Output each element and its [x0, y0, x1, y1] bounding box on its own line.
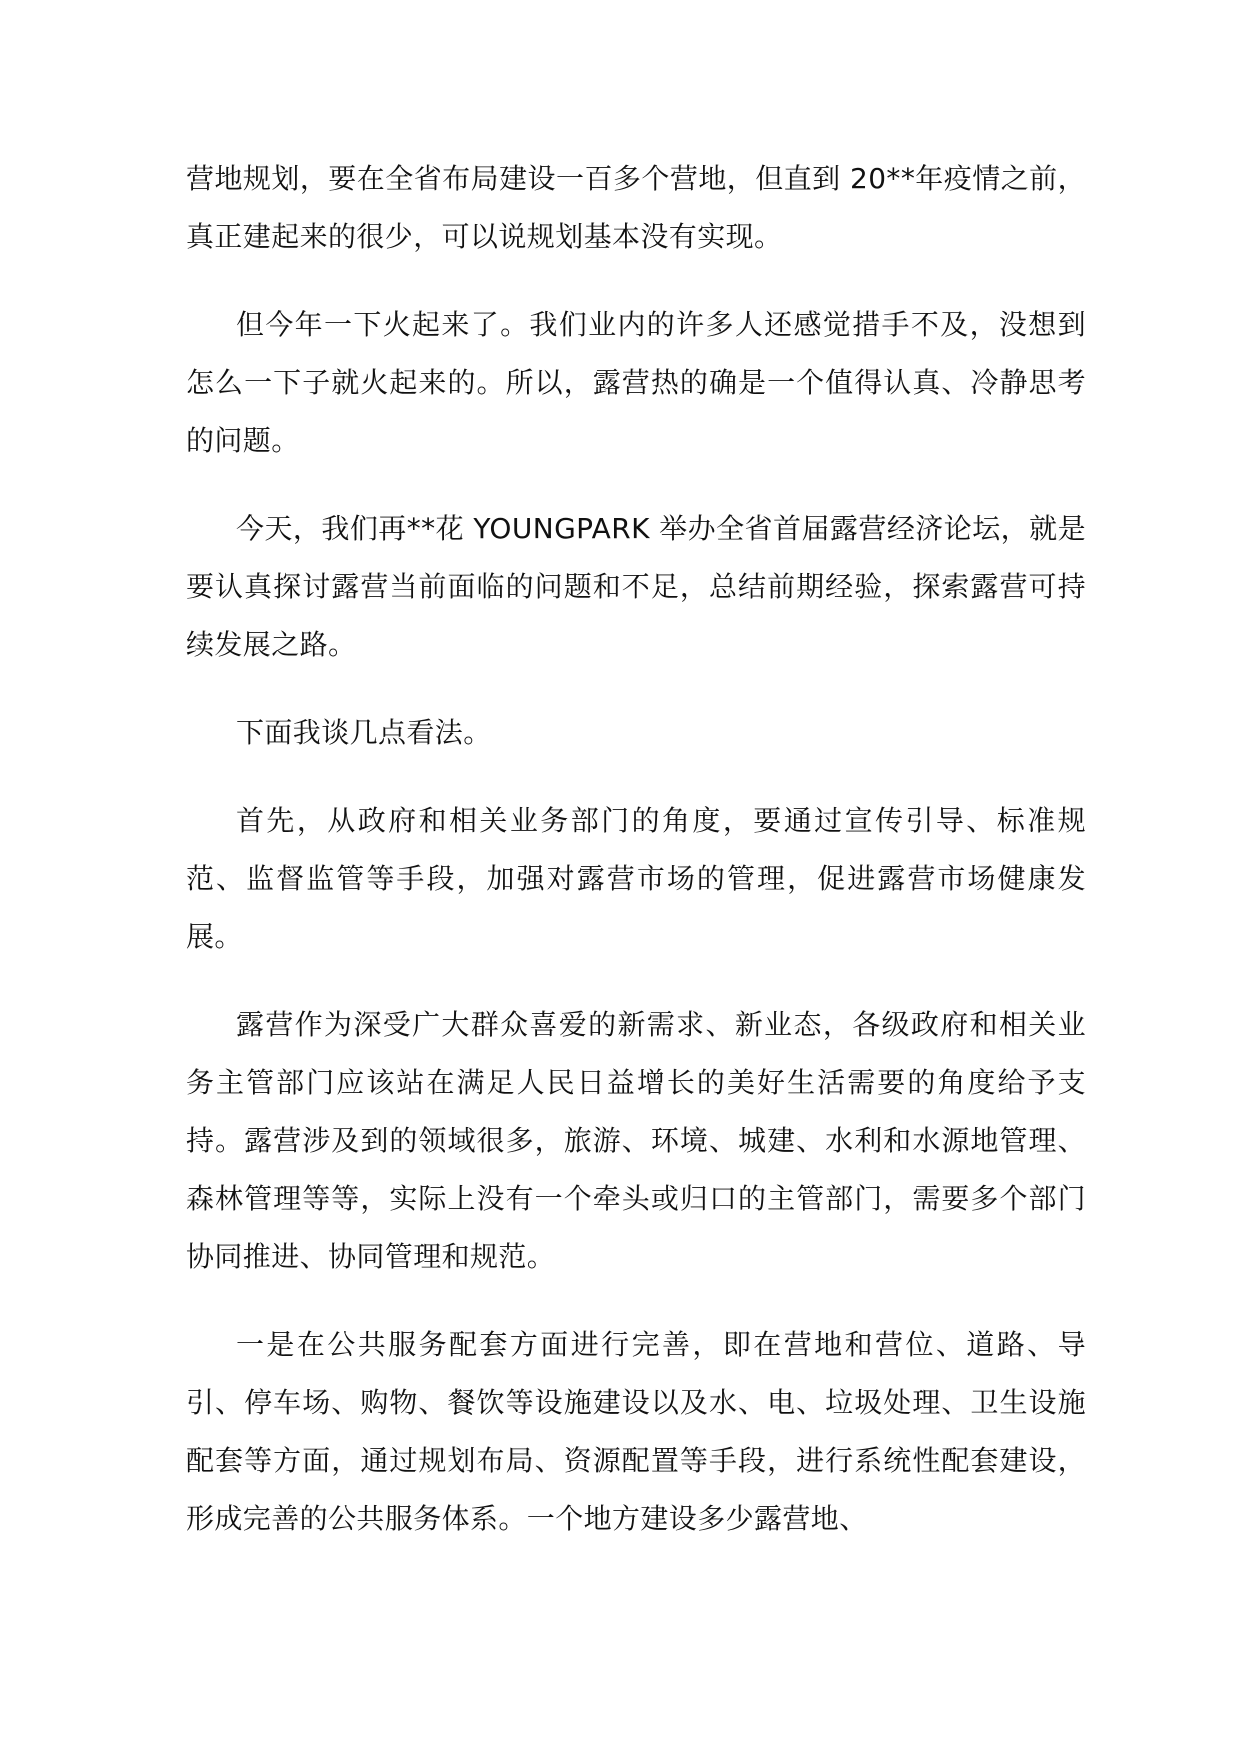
- paragraph-6: 露营作为深受广大群众喜爱的新需求、新业态，各级政府和相关业务主管部门应该站在满足人民日益增长的美好生活需要的角度给予支持。露营涉及到的领域很多，旅游、环境、城建、水利和水源地管理、森林管理等等，实际上没有一个牵头或归口的主管部门，需要多个部门协同推进、协同管理和规范。: [186, 1008, 1086, 1273]
- paragraph-2: 但今年一下火起来了。我们业内的许多人还感觉措手不及，没想到怎么一下子就火起来的。所以，露营热的确是一个值得认真、冷静思考的问题。: [186, 308, 1086, 457]
- paragraph-7: 一是在公共服务配套方面进行完善，即在营地和营位、道路、导引、停车场、购物、餐饮等设施建设以及水、电、垃圾处理、卫生设施配套等方面，通过规划布局、资源配置等手段，进行系统性配套建设，形成完善的公共服务体系。一个地方建设多少露营地、: [186, 1328, 1086, 1535]
- paragraph-5: 首先，从政府和相关业务部门的角度，要通过宣传引导、标准规范、监督监管等手段，加强对露营市场的管理，促进露营市场健康发展。: [186, 804, 1086, 953]
- document-body: [186, 150, 1086, 1578]
- paragraph-1: 营地规划，要在全省布局建设一百多个营地，但直到 20**年疫情之前，真正建起来的很少，可以说规划基本没有实现。: [186, 162, 1086, 253]
- paragraph-4: 下面我谈几点看法。: [236, 716, 492, 749]
- paragraph-3: 今天，我们再**花 YOUNGPARK 举办全省首届露营经济论坛，就是要认真探讨露营当前面临的问题和不足，总结前期经验，探索露营可持续发展之路。: [186, 512, 1086, 661]
